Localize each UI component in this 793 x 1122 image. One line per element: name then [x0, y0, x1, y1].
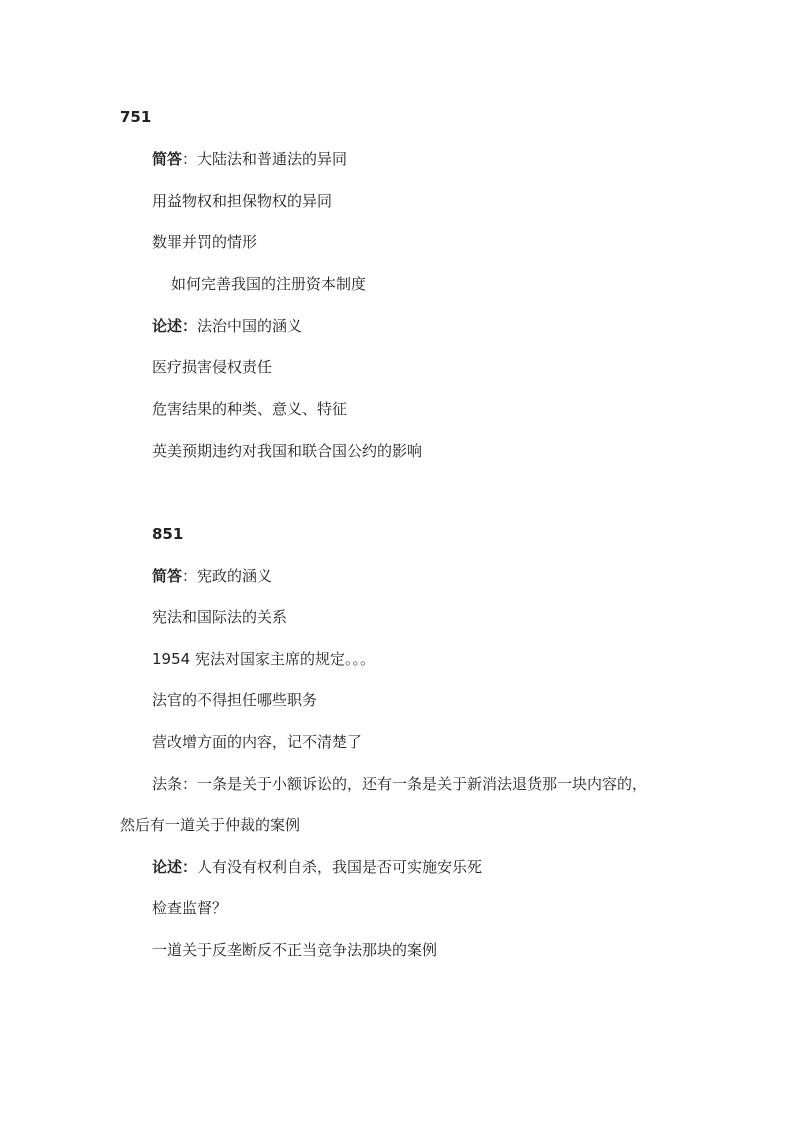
list-item: 人有没有权利自杀，我国是否可实施安乐死 [197, 858, 483, 876]
list-item: 宪法和国际法的关系 [152, 608, 288, 626]
section-851-heading: 851 [152, 525, 184, 543]
section-751-essay-line [152, 316, 302, 336]
essay-label: 论述： [152, 858, 198, 876]
statute-line-1: 法条：一条是关于小额诉讼的，还有一条是关于新消法退货那一块内容的， [152, 775, 648, 793]
list-item: 检查监督？ [152, 899, 228, 917]
section-751-short-answer-line [152, 149, 347, 169]
short-answer-sep: ： [182, 150, 198, 168]
list-item: 1954 宪法对国家主席的规定。。。 [152, 650, 375, 668]
list-item: 英美预期违约对我国和联合国公约的影响 [152, 442, 423, 460]
section-851-essay-line [152, 857, 482, 877]
essay-label: 论述： [152, 317, 198, 335]
short-answer-label: 简答 [152, 567, 183, 585]
list-item: 如何完善我国的注册资本制度 [171, 275, 367, 293]
list-item: 大陆法和普通法的异同 [197, 150, 348, 168]
list-item: 一道关于反垄断反不正当竞争法那块的案例 [152, 941, 438, 959]
short-answer-sep: ： [182, 567, 198, 585]
list-item: 法官的不得担任哪些职务 [152, 691, 318, 709]
list-item: 法治中国的涵义 [197, 317, 303, 335]
list-item: 医疗损害侵权责任 [152, 358, 273, 376]
list-item: 营改增方面的内容，记不清楚了 [152, 733, 363, 751]
section-851-short-answer-line [152, 566, 272, 586]
statute-line-2: 然后有一道关于仲裁的案例 [120, 816, 301, 834]
list-item: 用益物权和担保物权的异同 [152, 192, 333, 210]
section-751-heading: 751 [120, 108, 152, 126]
short-answer-label: 简答 [152, 150, 183, 168]
list-item: 数罪并罚的情形 [152, 233, 258, 251]
list-item: 危害结果的种类、意义、特征 [152, 400, 348, 418]
list-item: 宪政的涵义 [197, 567, 273, 585]
